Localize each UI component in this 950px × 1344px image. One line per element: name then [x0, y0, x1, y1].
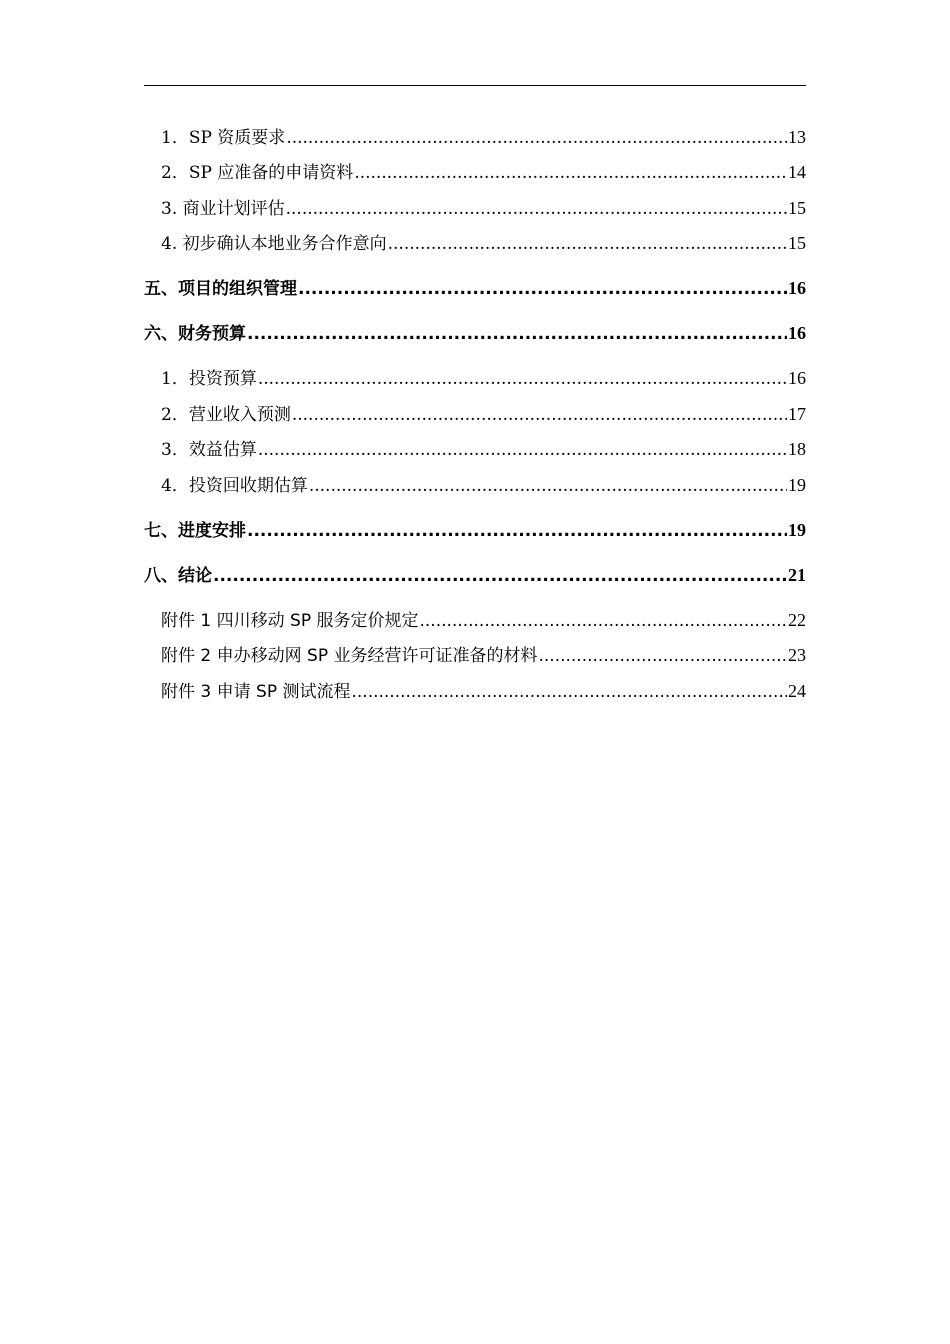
toc-entry-page: 21: [788, 565, 806, 585]
toc-section-entry[interactable]: [144, 513, 806, 541]
toc-entry-page: 16: [788, 278, 806, 298]
toc-entry-title: 4. 初步确认本地业务合作意向: [161, 234, 387, 254]
dot-leader: [286, 128, 787, 148]
toc-section-entry[interactable]: [144, 271, 806, 299]
toc-entry-page: 14: [788, 162, 806, 182]
dot-leader: [258, 369, 787, 389]
toc-entry-title: 4．投资回收期估算: [161, 476, 308, 496]
toc-entry-title: 3. 商业计划评估: [161, 199, 285, 219]
toc-entry-title: 3．效益估算: [161, 440, 257, 460]
toc-section-entry[interactable]: [144, 316, 806, 344]
dot-leader: [286, 199, 787, 219]
toc-entry-title: 附件 1 四川移动 SP 服务定价规定: [161, 611, 419, 631]
dot-leader: [298, 279, 787, 299]
dot-leader: [354, 163, 787, 183]
toc-attachment-entry[interactable]: [144, 603, 806, 631]
toc-entry-page: 23: [788, 645, 806, 665]
toc-entry-page: 19: [788, 520, 806, 540]
toc-entry-page: 16: [788, 323, 806, 343]
toc-entry-page: 24: [788, 681, 806, 701]
dot-leader: [388, 234, 787, 254]
toc-section-entry[interactable]: [144, 558, 806, 586]
toc-entry[interactable]: [144, 155, 806, 183]
toc-entry-title: 八、结论: [144, 566, 212, 586]
toc-entry-page: 22: [788, 610, 806, 630]
toc-entry[interactable]: [144, 226, 806, 254]
toc-entry[interactable]: [144, 468, 806, 496]
toc-entry-page: 13: [788, 127, 806, 147]
dot-leader: [351, 682, 787, 702]
dot-leader: [309, 476, 787, 496]
toc-entry[interactable]: [144, 191, 806, 219]
toc-entry-page: 19: [788, 475, 806, 495]
dot-leader: [258, 440, 787, 460]
toc-entry-page: 15: [788, 233, 806, 253]
header-rule: [144, 85, 806, 86]
dot-leader: [247, 324, 787, 344]
toc-entry-page: 18: [788, 439, 806, 459]
dot-leader: [419, 611, 787, 631]
toc-attachment-entry[interactable]: [144, 674, 806, 702]
dot-leader: [247, 521, 787, 541]
toc-entry[interactable]: [144, 361, 806, 389]
toc-entry-title: 七、进度安排: [144, 521, 246, 541]
dot-leader: [213, 566, 787, 586]
toc-entry[interactable]: [144, 432, 806, 460]
toc-attachment-entry[interactable]: [144, 638, 806, 666]
toc-entry[interactable]: [144, 397, 806, 425]
toc-entry-page: 16: [788, 368, 806, 388]
dot-leader: [538, 646, 787, 666]
toc-entry-title: 1．SP 资质要求: [161, 128, 286, 148]
toc-entry-title: 1．投资预算: [161, 369, 257, 389]
toc-entry-title: 附件 3 申请 SP 测试流程: [161, 682, 351, 702]
toc-entry-page: 17: [788, 404, 806, 424]
toc-entry[interactable]: [144, 120, 806, 148]
toc-entry-title: 2．营业收入预测: [161, 405, 291, 425]
dot-leader: [292, 405, 787, 425]
toc-entry-title: 2．SP 应准备的申请资料: [161, 163, 354, 183]
toc-entry-page: 15: [788, 198, 806, 218]
toc-entry-title: 六、财务预算: [144, 324, 246, 344]
toc-entry-title: 五、项目的组织管理: [144, 279, 297, 299]
toc-entry-title: 附件 2 申办移动网 SP 业务经营许可证准备的材料: [161, 646, 538, 666]
